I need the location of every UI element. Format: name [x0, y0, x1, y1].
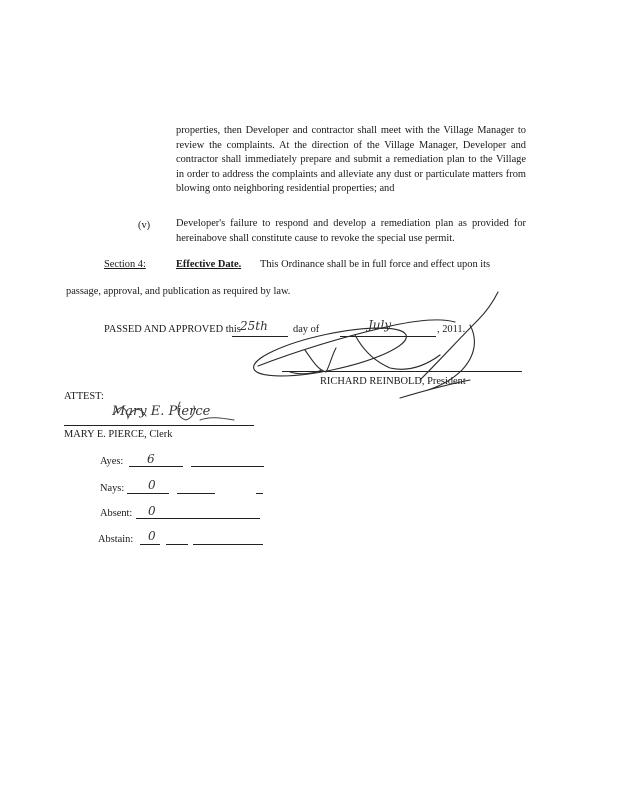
clerk-name: MARY E. PIERCE, Clerk [64, 429, 173, 440]
president-name: RICHARD REINBOLD, President [320, 376, 466, 387]
passed-day-of: day of [293, 324, 320, 335]
passed-approved-prefix: PASSED AND APPROVED this [104, 324, 241, 335]
section-4-text-line2: passage, approval, and publication as required by law. [66, 286, 291, 297]
passed-month-handwritten: July [368, 318, 392, 332]
clerk-signature: Mary E. Pierce [112, 404, 211, 419]
section-4-title: Effective Date. [176, 259, 242, 270]
passed-day-handwritten: 25th [240, 319, 268, 333]
item-v-label: (v) [138, 220, 151, 231]
abstain-label: Abstain: [98, 534, 134, 545]
item-v-text: Developer's failure to respond and develop a remediation plan as provided for hereinabove shall constitute cause to revoke the special use permit. [176, 218, 526, 244]
nays-value: 0 [148, 478, 156, 492]
nays-label: Nays: [100, 483, 125, 494]
abstain-value: 0 [148, 529, 156, 543]
section-4-text-line1: This Ordinance shall be in full force and effect upon its [260, 259, 491, 270]
section-4-label: Section 4: [104, 259, 146, 270]
absent-label: Absent: [100, 508, 133, 519]
attest-label: ATTEST: [64, 391, 104, 402]
ayes-label: Ayes: [100, 456, 124, 467]
absent-value: 0 [148, 504, 156, 518]
ayes-value: 6 [147, 452, 155, 466]
paragraph-iv-continuation: properties, then Developer and contractor shall meet with the Village Manager to review the complaints. At the direction of the Village Manager, Developer and contractor shall immediately prepare and submit a remediation plan to the Village in order to address the complaints and alleviate any dust or particulate matters from blowing onto neighboring residential properties; and [176, 125, 526, 195]
passed-year: , 2011. [437, 324, 466, 335]
